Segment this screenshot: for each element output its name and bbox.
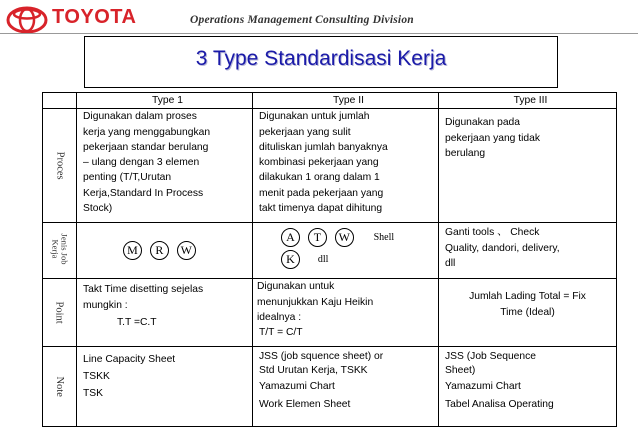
text-line: penting (T/T,Urutan	[83, 172, 172, 184]
symbol-w: W	[177, 241, 196, 260]
text-line: Jumlah Lading Total = Fix	[469, 291, 586, 303]
cell-jenis-type2	[253, 223, 439, 279]
text-line: menit pada pekerjaan yang	[259, 187, 384, 199]
text-line: JSS (Job Sequence	[445, 351, 537, 363]
column-header-type3: Type III	[439, 93, 617, 109]
page-title: 3 Type Standardisasi Kerja	[195, 47, 447, 70]
column-header-type1: Type 1	[77, 93, 253, 109]
cell-jenis-type3	[439, 223, 617, 279]
text-line: pekerjaan standar berulang	[83, 141, 209, 153]
text-line: JSS (job squence sheet) or	[259, 351, 384, 363]
symbol-a: A	[281, 228, 300, 247]
text-line: pekerjaan yang tidak	[445, 132, 541, 144]
text-line: Time (Ideal)	[500, 306, 555, 318]
cell-jenis-type1	[77, 223, 253, 279]
dll-label: dll	[317, 253, 329, 265]
cell-point-type1	[77, 279, 253, 347]
text-line: Ganti tools 、 Check	[445, 227, 540, 239]
text-line: Stock)	[83, 203, 113, 215]
table-header-row	[43, 93, 617, 109]
symbol-m: M	[123, 241, 142, 260]
header-corner	[43, 93, 77, 109]
text-line: Takt Time disetting sejelas	[83, 284, 204, 296]
cell-note-type2	[253, 347, 439, 427]
table-row-proces	[43, 109, 617, 223]
text-line: dilakukan 1 orang dalam 1	[259, 172, 380, 184]
row-label-proces: Proces	[43, 109, 77, 223]
header-divider	[0, 33, 638, 34]
row-label-note: Note	[43, 347, 77, 427]
row-label-line: Jenis Job	[59, 233, 70, 265]
symbol-t: T	[308, 228, 327, 247]
title-box	[84, 36, 558, 88]
text-line: berulang	[445, 147, 486, 159]
text-line: TSK	[83, 388, 104, 400]
table-row-note	[43, 347, 617, 427]
text-line: kombinasi pekerjaan yang	[259, 157, 379, 169]
text-line: idealnya :	[257, 311, 302, 323]
cell-note-type3	[439, 347, 617, 427]
text-line: Tabel Analisa Operating	[445, 399, 554, 411]
column-header-type2: Type II	[253, 93, 439, 109]
text-line: takt timenya dapat dihitung	[259, 203, 383, 215]
text-line: mungkin :	[83, 299, 128, 311]
text-line: Yamazumi Chart	[259, 381, 335, 393]
cell-note-type1	[77, 347, 253, 427]
text-line: dll	[445, 257, 456, 269]
formula: T/T = C/T	[259, 327, 303, 339]
table-row-jenis-job	[43, 223, 617, 279]
text-line: Digunakan untuk	[257, 281, 335, 293]
text-line: menunjukkan Kaju Heikin	[257, 296, 374, 308]
text-line: Kerja,Standard In Process	[83, 187, 204, 199]
symbol-k: K	[281, 250, 300, 269]
row-label-line: Kerja	[50, 239, 61, 259]
text-line: Work Elemen Sheet	[259, 399, 351, 411]
shell-label: Shell	[373, 232, 395, 244]
row-label-jenis-job	[43, 223, 77, 279]
division-name: Operations Management Consulting Division	[190, 14, 414, 26]
cell-proces-type1	[77, 109, 253, 223]
text-line: TSKK	[83, 371, 110, 383]
text-line: pekerjaan yang sulit	[259, 126, 351, 138]
symbol-r: R	[150, 241, 169, 260]
text-line: Std Urutan Kerja, TSKK	[259, 365, 368, 377]
text-line: dituliskan jumlah banyaknya	[259, 141, 388, 153]
text-line: Digunakan dalam proses	[83, 111, 197, 123]
text-line: kerja yang menggabungkan	[83, 126, 211, 138]
table-row-point	[43, 279, 617, 347]
text-line: Sheet)	[445, 365, 476, 377]
formula: T.T =C.T	[117, 316, 157, 328]
cell-point-type3	[439, 279, 617, 347]
text-line: Quality, dandori, delivery,	[445, 242, 560, 254]
text-line: Digunakan untuk jumlah	[259, 111, 370, 123]
cell-proces-type3	[439, 109, 617, 223]
brand-name: TOYOTA	[52, 6, 137, 28]
text-line: Yamazumi Chart	[445, 381, 521, 393]
cell-point-type2	[253, 279, 439, 347]
row-label-point: Point	[43, 279, 77, 347]
cell-proces-type2	[253, 109, 439, 223]
text-line: Line Capacity Sheet	[83, 354, 176, 366]
symbol-w: W	[335, 228, 354, 247]
standardization-table	[42, 92, 617, 427]
text-line: – ulang dengan 3 elemen	[83, 157, 200, 169]
text-line: Digunakan pada	[445, 117, 520, 129]
